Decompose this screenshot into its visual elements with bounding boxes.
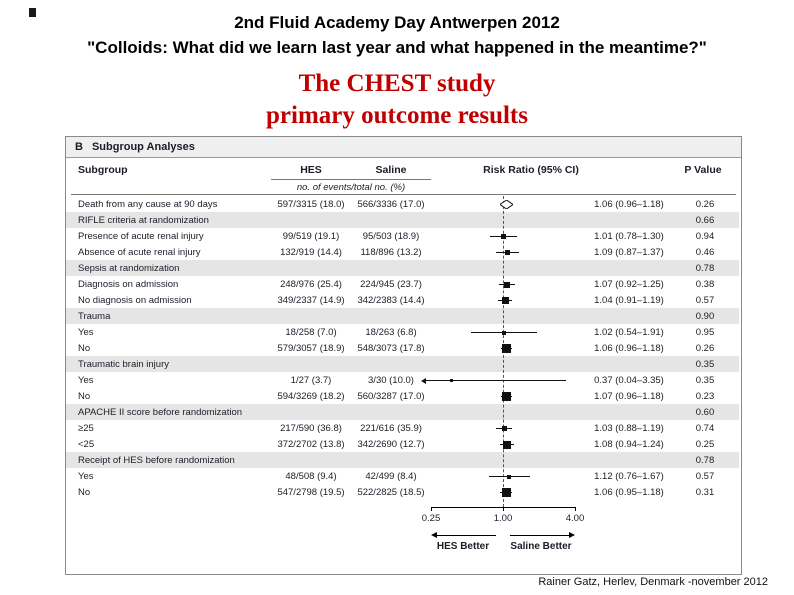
point-estimate-square bbox=[503, 441, 511, 449]
ci-plot bbox=[431, 356, 587, 372]
forest-row bbox=[66, 308, 739, 324]
p-value: 0.35 bbox=[695, 358, 715, 370]
column-header-saline: Saline bbox=[375, 164, 407, 176]
p-value: 0.57 bbox=[695, 294, 715, 306]
p-value: 0.38 bbox=[695, 278, 715, 290]
ci-plot bbox=[431, 260, 587, 276]
subgroup-label: Death from any cause at 90 days bbox=[78, 198, 218, 210]
hes-value: 579/3057 (18.9) bbox=[277, 342, 345, 354]
hes-value: 597/3315 (18.0) bbox=[277, 198, 345, 210]
x-axis bbox=[431, 507, 576, 508]
forest-row bbox=[66, 372, 739, 388]
ci-plot bbox=[431, 324, 587, 340]
ci-plot bbox=[431, 340, 587, 356]
hes-value: 217/590 (36.8) bbox=[280, 422, 342, 434]
forest-row bbox=[66, 244, 739, 260]
subgroup-label: Yes bbox=[78, 326, 94, 338]
forest-row bbox=[66, 340, 739, 356]
axis-tick bbox=[575, 507, 576, 511]
point-estimate-square bbox=[501, 234, 506, 239]
hes-better-label: HES Better bbox=[436, 541, 490, 552]
ci-plot bbox=[431, 308, 587, 324]
column-header-hes: HES bbox=[300, 164, 322, 176]
risk-ratio-value: 1.06 (0.96–1.18) bbox=[594, 198, 664, 210]
hes-value: 594/3269 (18.2) bbox=[277, 390, 345, 402]
forest-row bbox=[66, 388, 739, 404]
subgroup-label: APACHE II score before randomization bbox=[78, 406, 243, 418]
forest-row bbox=[66, 452, 739, 468]
p-value: 0.25 bbox=[695, 438, 715, 450]
ci-plot bbox=[431, 404, 587, 420]
saline-value: 548/3073 (17.8) bbox=[357, 342, 425, 354]
saline-value: 3/30 (10.0) bbox=[368, 374, 414, 386]
forest-row bbox=[66, 404, 739, 420]
p-value: 0.46 bbox=[695, 246, 715, 258]
subgroup-label: Traumatic brain injury bbox=[78, 358, 169, 370]
column-header-p-value: P Value bbox=[684, 164, 722, 176]
ci-plot bbox=[431, 420, 587, 436]
risk-ratio-value: 0.37 (0.04–3.35) bbox=[594, 374, 664, 386]
saline-value: 224/945 (23.7) bbox=[360, 278, 422, 290]
ci-plot bbox=[431, 196, 587, 212]
ci-plot bbox=[431, 484, 587, 500]
p-value: 0.60 bbox=[695, 406, 715, 418]
subgroup-label: Yes bbox=[78, 374, 94, 386]
ci-plot bbox=[431, 276, 587, 292]
point-estimate-square bbox=[507, 475, 511, 479]
point-estimate-square bbox=[450, 379, 453, 382]
risk-ratio-value: 1.06 (0.95–1.18) bbox=[594, 486, 664, 498]
forest-row bbox=[66, 468, 739, 484]
point-estimate-square bbox=[502, 331, 506, 335]
ci-plot bbox=[431, 212, 587, 228]
conference-subtitle: "Colloids: What did we learn last year and what happened in the meantime?" bbox=[87, 38, 707, 57]
point-estimate-square bbox=[502, 344, 511, 353]
hes-better-arrow bbox=[437, 535, 496, 536]
forest-plot-figure bbox=[65, 136, 742, 575]
p-value: 0.35 bbox=[695, 374, 715, 386]
forest-row bbox=[66, 260, 739, 276]
subgroup-label: Receipt of HES before randomization bbox=[78, 454, 235, 466]
axis-tick-label: 4.00 bbox=[565, 513, 585, 524]
risk-ratio-value: 1.02 (0.54–1.91) bbox=[594, 326, 664, 338]
ci-plot bbox=[431, 292, 587, 308]
p-value: 0.95 bbox=[695, 326, 715, 338]
forest-row bbox=[66, 292, 739, 308]
attribution: Rainer Gatz, Herlev, Denmark -november 2012 bbox=[538, 576, 768, 588]
subgroup-label: RIFLE criteria at randomization bbox=[78, 214, 209, 226]
ci-plot bbox=[431, 468, 587, 484]
subgroup-label: No bbox=[78, 486, 91, 498]
hes-value: 349/2337 (14.9) bbox=[277, 294, 345, 306]
forest-row bbox=[66, 436, 739, 452]
subgroup-label: ≥25 bbox=[78, 422, 94, 434]
forest-row bbox=[66, 212, 739, 228]
ci-plot bbox=[431, 436, 587, 452]
risk-ratio-value: 1.01 (0.78–1.30) bbox=[594, 230, 664, 242]
subgroup-label: Absence of acute renal injury bbox=[78, 246, 201, 258]
point-estimate-square bbox=[502, 392, 511, 401]
hes-value: 48/508 (9.4) bbox=[285, 470, 337, 482]
saline-value: 522/2825 (18.5) bbox=[357, 486, 425, 498]
column-header-subgroup: Subgroup bbox=[78, 164, 128, 176]
saline-value: 95/503 (18.9) bbox=[362, 230, 420, 242]
subgroup-label: Yes bbox=[78, 470, 94, 482]
hes-value: 132/919 (14.4) bbox=[280, 246, 342, 258]
forest-row bbox=[66, 356, 739, 372]
hes-better-arrowhead-icon bbox=[431, 532, 437, 538]
ci-plot bbox=[431, 372, 587, 388]
subgroup-label: No bbox=[78, 390, 91, 402]
point-estimate-diamond bbox=[500, 200, 513, 209]
hes-value: 248/976 (25.4) bbox=[280, 278, 342, 290]
forest-rows bbox=[66, 196, 739, 500]
forest-row bbox=[66, 324, 739, 340]
risk-ratio-value: 1.07 (0.96–1.18) bbox=[594, 390, 664, 402]
ci-clip-arrow-icon bbox=[421, 378, 426, 384]
saline-value: 566/3336 (17.0) bbox=[357, 198, 425, 210]
ci-plot bbox=[431, 452, 587, 468]
point-estimate-square bbox=[502, 297, 509, 304]
saline-better-arrow bbox=[510, 535, 569, 536]
subgroup-label: <25 bbox=[78, 438, 95, 450]
p-value: 0.78 bbox=[695, 454, 715, 466]
forest-row bbox=[66, 484, 739, 500]
subgroup-label: No bbox=[78, 342, 91, 354]
hes-value: 99/519 (19.1) bbox=[282, 230, 340, 242]
forest-row bbox=[66, 276, 739, 292]
conference-title: 2nd Fluid Academy Day Antwerpen 2012 bbox=[234, 13, 560, 32]
forest-row bbox=[66, 420, 739, 436]
subgroup-label: Trauma bbox=[78, 310, 111, 322]
p-value: 0.74 bbox=[695, 422, 715, 434]
risk-ratio-value: 1.12 (0.76–1.67) bbox=[594, 470, 664, 482]
axis-tick-label: 1.00 bbox=[493, 513, 513, 524]
p-value: 0.94 bbox=[695, 230, 715, 242]
p-value: 0.31 bbox=[695, 486, 715, 498]
slide-subtitle: primary outcome results bbox=[266, 102, 528, 129]
point-estimate-square bbox=[502, 488, 511, 497]
subgroup-label: Presence of acute renal injury bbox=[78, 230, 204, 242]
subgroup-label: Diagnosis on admission bbox=[78, 278, 179, 290]
saline-value: 18/263 (6.8) bbox=[365, 326, 417, 338]
hes-value: 547/2798 (19.5) bbox=[277, 486, 345, 498]
panel-letter: B bbox=[75, 141, 83, 153]
ci-plot bbox=[431, 388, 587, 404]
risk-ratio-value: 1.07 (0.92–1.25) bbox=[594, 278, 664, 290]
hes-value: 18/258 (7.0) bbox=[285, 326, 337, 338]
point-estimate-square bbox=[505, 250, 510, 255]
p-value: 0.26 bbox=[695, 198, 715, 210]
point-estimate-square bbox=[504, 282, 510, 288]
forest-row bbox=[66, 196, 739, 212]
axis-tick bbox=[431, 507, 432, 511]
ci-line bbox=[425, 380, 566, 381]
risk-ratio-value: 1.03 (0.88–1.19) bbox=[594, 422, 664, 434]
subgroup-label: No diagnosis on admission bbox=[78, 294, 192, 306]
saline-value: 342/2383 (14.4) bbox=[357, 294, 425, 306]
p-value: 0.90 bbox=[695, 310, 715, 322]
axis-tick-label: 0.25 bbox=[421, 513, 441, 524]
point-estimate-square bbox=[502, 426, 507, 431]
risk-ratio-value: 1.06 (0.96–1.18) bbox=[594, 342, 664, 354]
ci-plot bbox=[431, 228, 587, 244]
saline-value: 118/896 (13.2) bbox=[360, 246, 422, 258]
p-value: 0.57 bbox=[695, 470, 715, 482]
events-note: no. of events/total no. (%) bbox=[271, 179, 431, 193]
header-rule bbox=[71, 194, 736, 195]
axis-tick bbox=[503, 507, 504, 511]
risk-ratio-value: 1.08 (0.94–1.24) bbox=[594, 438, 664, 450]
p-value: 0.26 bbox=[695, 342, 715, 354]
risk-ratio-value: 1.09 (0.87–1.37) bbox=[594, 246, 664, 258]
saline-better-arrowhead-icon bbox=[569, 532, 575, 538]
slide-title: The CHEST study bbox=[298, 70, 496, 97]
p-value: 0.23 bbox=[695, 390, 715, 402]
saline-value: 342/2690 (12.7) bbox=[357, 438, 425, 450]
p-value: 0.78 bbox=[695, 262, 715, 274]
ci-plot bbox=[431, 244, 587, 260]
saline-value: 221/616 (35.9) bbox=[360, 422, 422, 434]
saline-value: 560/3287 (17.0) bbox=[357, 390, 425, 402]
saline-value: 42/499 (8.4) bbox=[365, 470, 417, 482]
hes-value: 372/2702 (13.8) bbox=[277, 438, 345, 450]
hes-value: 1/27 (3.7) bbox=[290, 374, 332, 386]
panel-header bbox=[66, 137, 741, 158]
p-value: 0.66 bbox=[695, 214, 715, 226]
subgroup-label: Sepsis at randomization bbox=[78, 262, 180, 274]
risk-ratio-value: 1.04 (0.91–1.19) bbox=[594, 294, 664, 306]
column-header-risk-ratio: Risk Ratio (95% CI) bbox=[483, 164, 579, 176]
forest-row bbox=[66, 228, 739, 244]
saline-better-label: Saline Better bbox=[510, 541, 572, 552]
panel-title: Subgroup Analyses bbox=[91, 141, 195, 153]
